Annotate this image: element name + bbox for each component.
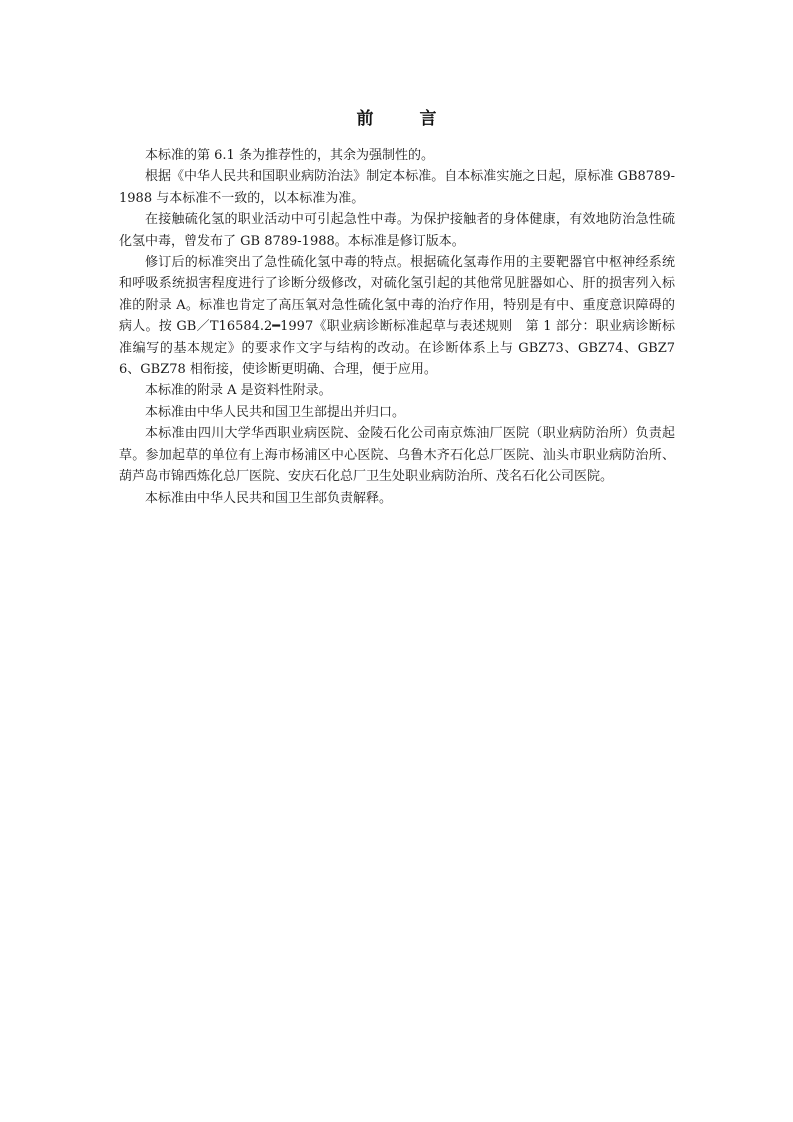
paragraph-revision-notes: 修订后的标准突出了急性硫化氢中毒的特点。根据硫化氢毒作用的主要靶器官中枢神经系统和呼吸系统损害程度进行了诊断分级修改，对硫化氢引起的其他常见脏器如心、肝的损害列入标准的附录 A。标准也肯定了高压氧对急性硫化氢中毒的治疗作用，特别是有中、重度意识障碍的病人。按 GB／T16584.2━1997《职业病诊断标准起草与表述规则 第 1 部分：职业病诊断标准编写的基本规定》的要求作文字与结构的改动。在诊断体系上与 GBZ73、GBZ74、GBZ76、GBZ78 相衔接，使诊断更明确、合理，便于应用。 xyxy=(119,255,675,378)
paragraph-drafting-units: 本标准由四川大学华西职业病医院、金陵石化公司南京炼油厂医院（职业病防治所）负责起草。参加起草的单位有上海市杨浦区中心医院、乌鲁木齐石化总厂医院、汕头市职业病防治所、葫芦岛市锦西炼化总厂医院、安庆石化总厂卫生处职业病防治所、茂名石化公司医院。 xyxy=(119,426,675,485)
paragraph-background: 在接触硫化氢的职业活动中可引起急性中毒。为保护接触者的身体健康，有效地防治急性硫化氢中毒，曾发布了 GB 8789-1988。本标准是修订版本。 xyxy=(119,212,675,249)
paragraph-interpretation: 本标准由中华人民共和国卫生部负责解释。 xyxy=(145,490,393,506)
paragraph-legal-basis: 根据《中华人民共和国职业病防治法》制定本标准。自本标准实施之日起，原标准 GB8789-1988 与本标准不一致的，以本标准为准。 xyxy=(119,169,675,206)
page-title: 前 言 xyxy=(356,109,457,129)
paragraph-proposer: 本标准由中华人民共和国卫生部提出并归口。 xyxy=(145,404,406,420)
paragraph-recommended-clause: 本标准的第 6.1 条为推荐性的，其余为强制性的。 xyxy=(145,148,434,163)
paragraph-appendix-note: 本标准的附录 A 是资料性附录。 xyxy=(145,383,332,399)
document-body xyxy=(119,145,675,509)
